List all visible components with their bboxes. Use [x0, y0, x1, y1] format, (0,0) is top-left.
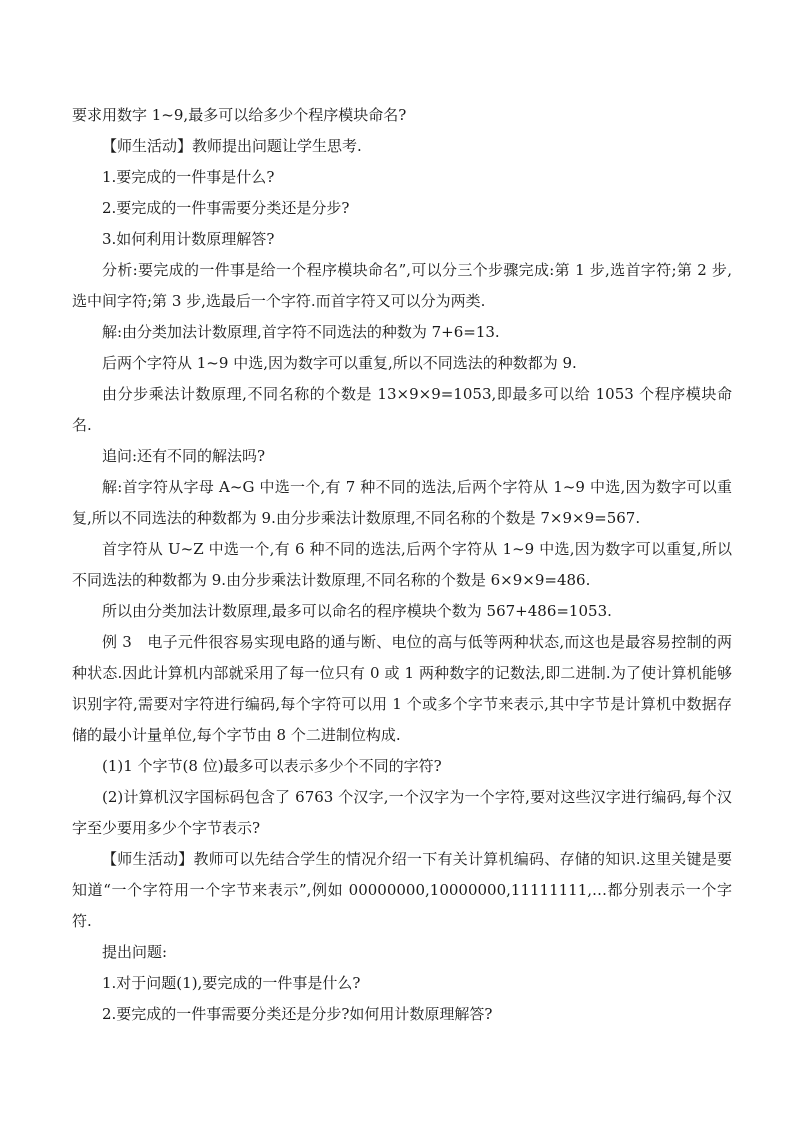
paragraph-pose-questions: 提出问题:: [102, 943, 168, 961]
paragraph-activity-2: 【师生活动】教师可以先结合学生的情况介绍一下有关计算机编码、存储的知识.这里关键是要知道“一个字符用一个字节来表示”,例如 00000000,10000000,11111111,…都分别表示一个字符.: [72, 850, 732, 930]
paragraph-question-3: 3.如何利用计数原理解答?: [102, 230, 275, 248]
paragraph-alt-solution-3: 所以由分类加法计数原理,最多可以命名的程序模块个数为 567+486=1053.: [102, 602, 612, 620]
paragraph-question-2: 2.要完成的一件事需要分类还是分步?: [102, 199, 350, 217]
paragraph-activity-1: 【师生活动】教师提出问题让学生思考.: [102, 137, 362, 155]
paragraph-analysis: 分析:要完成的一件事是给一个程序模块命名”,可以分三个步骤完成:第 1 步,选首字符;第 2 步,选中间字符;第 3 步,选最后一个字符.而首字符又可以分为两类.: [72, 261, 732, 310]
paragraph-alt-solution-2: 首字符从 U~Z 中选一个,有 6 种不同的选法,后两个字符从 1~9 中选,因为数字可以重复,所以不同选法的种数都为 9.由分步乘法计数原理,不同名称的个数是 6×9×9=486.: [72, 540, 732, 589]
paragraph-solution-2: 后两个字符从 1~9 中选,因为数字可以重复,所以不同选法的种数都为 9.: [102, 354, 577, 372]
paragraph-follow-up: 追问:还有不同的解法吗?: [102, 447, 266, 465]
paragraph-example-3-q1: (1)1 个字节(8 位)最多可以表示多少个不同的字符?: [102, 757, 442, 775]
paragraph-example-3: 例 3 电子元件很容易实现电路的通与断、电位的高与低等两种状态,而这也是最容易控制的两种状态.因此计算机内部就采用了每一位只有 0 或 1 两种数字的记数法,即二进制.为了使计算机能够识别字符,需要对字符进行编码,每个字符可以用 1 个或多个字节来表示,其中字节是计算机中数据存储的最小计量单位,每个字节由 8 个二进制位构成.: [72, 633, 732, 744]
paragraph-pose-question-2: 2.要完成的一件事需要分类还是分步?如何用计数原理解答?: [102, 1005, 493, 1023]
paragraph-alt-solution-1: 解:首字符从字母 A~G 中选一个,有 7 种不同的选法,后两个字符从 1~9 中选,因为数字可以重复,所以不同选法的种数都为 9.由分步乘法计数原理,不同名称的个数是 7×9×9=567.: [72, 478, 732, 527]
paragraph-solution-1: 解:由分类加法计数原理,首字符不同选法的种数为 7+6=13.: [102, 323, 500, 341]
paragraph-example-3-q2: (2)计算机汉字国标码包含了 6763 个汉字,一个汉字为一个字符,要对这些汉字进行编码,每个汉字至少要用多少个字节表示?: [72, 788, 732, 837]
document-page: [72, 100, 732, 1030]
paragraph-solution-3: 由分步乘法计数原理,不同名称的个数是 13×9×9=1053,即最多可以给 1053 个程序模块命名.: [72, 385, 732, 434]
paragraph-pose-question-1: 1.对于问题(1),要完成的一件事是什么?: [102, 974, 361, 992]
paragraph-question-1: 1.要完成的一件事是什么?: [102, 168, 275, 186]
paragraph-question-intro: 要求用数字 1~9,最多可以给多少个程序模块命名?: [72, 106, 407, 124]
